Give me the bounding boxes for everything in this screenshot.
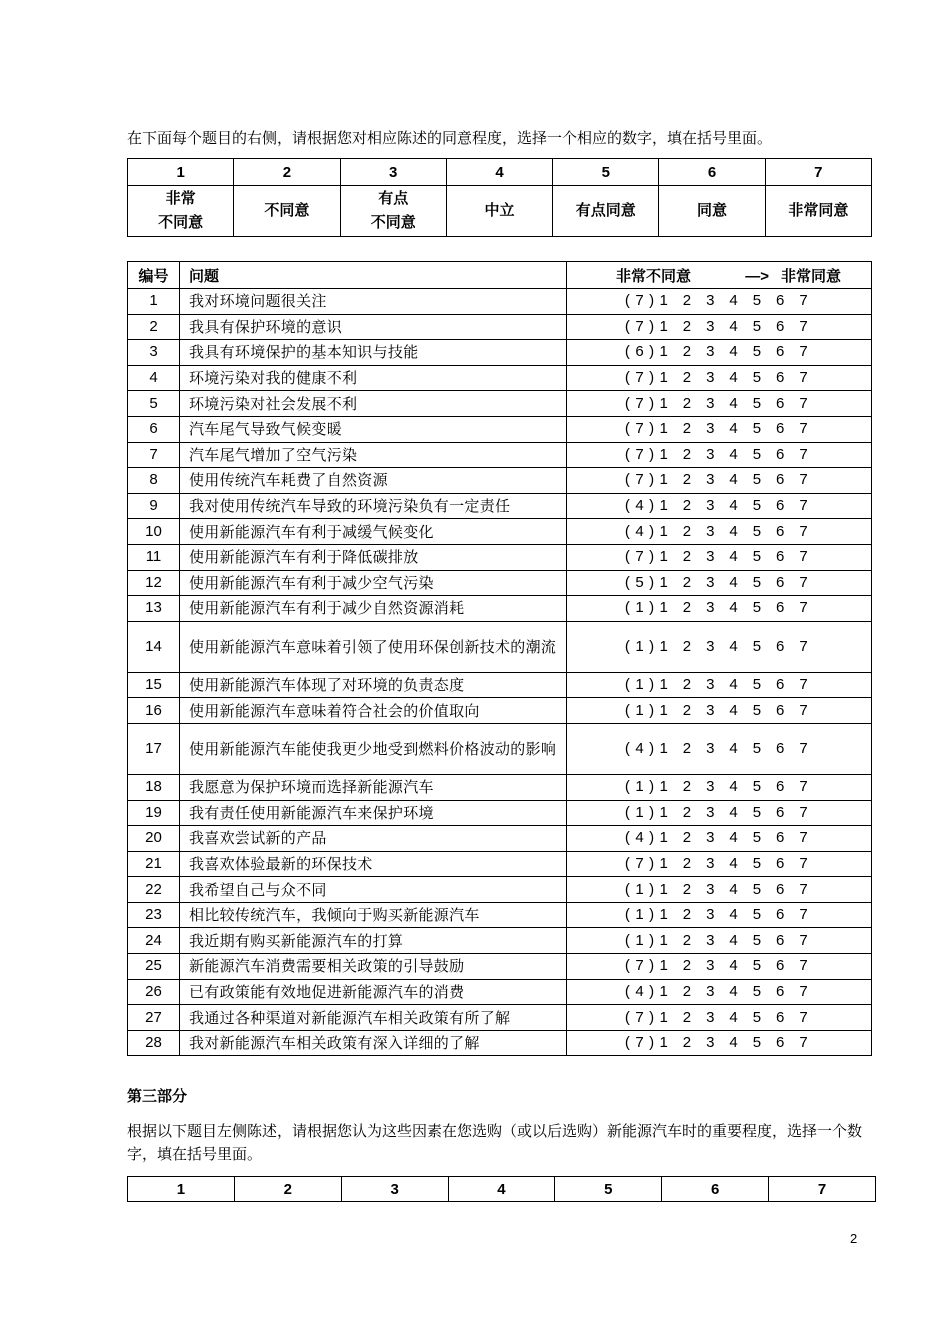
- answer-options: 1 2 3 4 5 6 7: [659, 1008, 814, 1026]
- question-number: 22: [128, 877, 180, 903]
- question-text: 使用新能源汽车能使我更少地受到燃料价格波动的影响: [180, 723, 567, 774]
- table-row: [128, 365, 872, 391]
- question-number: 24: [128, 928, 180, 954]
- question-number: 6: [128, 416, 180, 442]
- scale-label: [659, 186, 765, 237]
- header-scale: [567, 262, 872, 289]
- scale-label-row: [128, 186, 872, 237]
- question-number: 2: [128, 314, 180, 340]
- answer-options: 1 2 3 4 5 6 7: [659, 854, 814, 872]
- table-row: [128, 570, 872, 596]
- answer-cell: (1)1 2 3 4 5 6 7: [567, 800, 872, 826]
- question-text: 已有政策能有效地促进新能源汽车的消费: [180, 979, 567, 1005]
- answer-cell: (4)1 2 3 4 5 6 7: [567, 519, 872, 545]
- selected-answer: 7: [635, 957, 650, 975]
- answer-cell: (1)1 2 3 4 5 6 7: [567, 877, 872, 903]
- answer-options: 1 2 3 4 5 6 7: [659, 739, 814, 757]
- question-number: 28: [128, 1030, 180, 1056]
- question-number: 16: [128, 698, 180, 724]
- table-row: [128, 289, 872, 315]
- answer-options: 1 2 3 4 5 6 7: [659, 803, 814, 821]
- answer-cell: (1)1 2 3 4 5 6 7: [567, 621, 872, 672]
- question-number: 8: [128, 468, 180, 494]
- answer-options: 1 2 3 4 5 6 7: [659, 906, 814, 924]
- importance-number: 3: [341, 1177, 448, 1202]
- selected-answer: 7: [635, 292, 650, 310]
- answer-options: 1 2 3 4 5 6 7: [659, 701, 814, 719]
- scale-number: 3: [340, 159, 446, 186]
- answer-cell: (7)1 2 3 4 5 6 7: [567, 391, 872, 417]
- answer-options: 1 2 3 4 5 6 7: [659, 292, 814, 310]
- answer-options: 1 2 3 4 5 6 7: [659, 394, 814, 412]
- scale-number: 4: [446, 159, 552, 186]
- question-number: 4: [128, 365, 180, 391]
- answer-options: 1 2 3 4 5 6 7: [659, 471, 814, 489]
- question-text: 我喜欢尝试新的产品: [180, 826, 567, 852]
- selected-answer: 4: [635, 829, 650, 847]
- answer-options: 1 2 3 4 5 6 7: [659, 676, 814, 694]
- importance-number: 1: [128, 1177, 235, 1202]
- table-row: [128, 340, 872, 366]
- answer-options: 1 2 3 4 5 6 7: [659, 522, 814, 540]
- section-title: 第三部分: [127, 1088, 188, 1105]
- selected-answer: 7: [635, 471, 650, 489]
- selected-answer: 7: [635, 317, 650, 335]
- question-number: 14: [128, 621, 180, 672]
- table-row: [128, 800, 872, 826]
- answer-options: 1 2 3 4 5 6 7: [659, 369, 814, 387]
- answer-options: 1 2 3 4 5 6 7: [659, 420, 814, 438]
- question-text: 使用新能源汽车有利于减少空气污染: [180, 570, 567, 596]
- question-text: 汽车尾气导致气候变暖: [180, 416, 567, 442]
- table-row: [128, 954, 872, 980]
- answer-cell: (7)1 2 3 4 5 6 7: [567, 365, 872, 391]
- table-row: [128, 621, 872, 672]
- importance-number: 5: [555, 1177, 662, 1202]
- question-number: 20: [128, 826, 180, 852]
- question-number: 13: [128, 596, 180, 622]
- answer-cell: (1)1 2 3 4 5 6 7: [567, 928, 872, 954]
- question-text: 我近期有购买新能源汽车的打算: [180, 928, 567, 954]
- importance-scale-table: [127, 1176, 876, 1202]
- question-text: 环境污染对我的健康不利: [180, 365, 567, 391]
- importance-number: 6: [662, 1177, 769, 1202]
- question-number: 23: [128, 902, 180, 928]
- question-number: 27: [128, 1005, 180, 1031]
- selected-answer: 4: [635, 497, 650, 515]
- importance-number: 7: [769, 1177, 876, 1202]
- question-text: 我愿意为保护环境而选择新能源汽车: [180, 774, 567, 800]
- selected-answer: 4: [635, 982, 650, 1000]
- table-row: [128, 442, 872, 468]
- table-row: [128, 493, 872, 519]
- selected-answer: 1: [635, 599, 650, 617]
- table-row: [128, 1005, 872, 1031]
- scale-label-line: 有点: [378, 190, 409, 207]
- question-number: 11: [128, 544, 180, 570]
- answer-cell: (7)1 2 3 4 5 6 7: [567, 544, 872, 570]
- answer-cell: (1)1 2 3 4 5 6 7: [567, 596, 872, 622]
- agreement-scale-table: [127, 158, 872, 237]
- table-row: [128, 1030, 872, 1056]
- header-scale-left: 非常不同意: [616, 267, 692, 285]
- answer-cell: (4)1 2 3 4 5 6 7: [567, 979, 872, 1005]
- header-question: 问题: [180, 262, 567, 289]
- scale-number: 6: [659, 159, 765, 186]
- answer-cell: (7)1 2 3 4 5 6 7: [567, 468, 872, 494]
- answer-cell: (7)1 2 3 4 5 6 7: [567, 314, 872, 340]
- question-text: 我有责任使用新能源汽车来保护环境: [180, 800, 567, 826]
- answer-cell: (6)1 2 3 4 5 6 7: [567, 340, 872, 366]
- question-number: 25: [128, 954, 180, 980]
- table-row: [128, 544, 872, 570]
- selected-answer: 7: [635, 445, 650, 463]
- question-text: 汽车尾气增加了空气污染: [180, 442, 567, 468]
- question-text: 环境污染对社会发展不利: [180, 391, 567, 417]
- selected-answer: 1: [635, 778, 650, 796]
- question-text: 我喜欢体验最新的环保技术: [180, 851, 567, 877]
- header-arrow: —>: [745, 267, 770, 285]
- header-scale-right: 非常同意: [781, 267, 842, 285]
- page-number: 2: [850, 1231, 858, 1246]
- importance-number: 4: [448, 1177, 555, 1202]
- question-number: 19: [128, 800, 180, 826]
- question-text: 使用新能源汽车有利于减缓气候变化: [180, 519, 567, 545]
- question-text: 我对使用传统汽车导致的环境污染负有一定责任: [180, 493, 567, 519]
- answer-options: 1 2 3 4 5 6 7: [659, 445, 814, 463]
- table-row: [128, 723, 872, 774]
- selected-answer: 7: [635, 1008, 650, 1026]
- scale-label-line: 不同意: [158, 214, 204, 231]
- scale-label: [446, 186, 552, 237]
- answer-options: 1 2 3 4 5 6 7: [659, 548, 814, 566]
- question-number: 26: [128, 979, 180, 1005]
- scale-number-row: [128, 159, 872, 186]
- answer-options: 1 2 3 4 5 6 7: [659, 599, 814, 617]
- selected-answer: 6: [635, 343, 650, 361]
- selected-answer: 7: [635, 394, 650, 412]
- scale-number: 1: [128, 159, 234, 186]
- question-number: 18: [128, 774, 180, 800]
- table-row: [128, 877, 872, 903]
- table-row: [128, 314, 872, 340]
- answer-options: 1 2 3 4 5 6 7: [659, 931, 814, 949]
- table-row: [128, 826, 872, 852]
- importance-number-row: [128, 1177, 876, 1202]
- answer-cell: (4)1 2 3 4 5 6 7: [567, 826, 872, 852]
- table-row: [128, 672, 872, 698]
- scale-label: [340, 186, 446, 237]
- answer-cell: (7)1 2 3 4 5 6 7: [567, 851, 872, 877]
- answer-cell: (7)1 2 3 4 5 6 7: [567, 1030, 872, 1056]
- answer-options: 1 2 3 4 5 6 7: [659, 343, 814, 361]
- question-text: 我希望自己与众不同: [180, 877, 567, 903]
- table-header-row: [128, 262, 872, 289]
- question-number: 1: [128, 289, 180, 315]
- selected-answer: 5: [635, 573, 650, 591]
- selected-answer: 1: [635, 637, 650, 655]
- selected-answer: 7: [635, 369, 650, 387]
- selected-answer: 1: [635, 906, 650, 924]
- question-rows: [128, 289, 872, 1056]
- answer-cell: (4)1 2 3 4 5 6 7: [567, 723, 872, 774]
- selected-answer: 1: [635, 803, 650, 821]
- table-row: [128, 468, 872, 494]
- question-text: 我对环境问题很关注: [180, 289, 567, 315]
- scale-label-line: 同意: [697, 202, 728, 219]
- table-row: [128, 979, 872, 1005]
- question-number: 12: [128, 570, 180, 596]
- scale-label: [128, 186, 234, 237]
- question-text: 相比较传统汽车，我倾向于购买新能源汽车: [180, 902, 567, 928]
- scale-label: [553, 186, 659, 237]
- answer-options: 1 2 3 4 5 6 7: [659, 573, 814, 591]
- answer-cell: (1)1 2 3 4 5 6 7: [567, 698, 872, 724]
- answer-options: 1 2 3 4 5 6 7: [659, 637, 814, 655]
- answer-cell: (7)1 2 3 4 5 6 7: [567, 416, 872, 442]
- scale-label: [765, 186, 871, 237]
- question-text: 我具有保护环境的意识: [180, 314, 567, 340]
- answer-cell: (7)1 2 3 4 5 6 7: [567, 442, 872, 468]
- question-text: 我对新能源汽车相关政策有深入详细的了解: [180, 1030, 567, 1056]
- question-number: 17: [128, 723, 180, 774]
- question-number: 3: [128, 340, 180, 366]
- table-row: [128, 774, 872, 800]
- scale-label-line: 中立: [484, 202, 515, 219]
- question-number: 5: [128, 391, 180, 417]
- selected-answer: 7: [635, 854, 650, 872]
- section-instructions: 根据以下题目左侧陈述，请根据您认为这些因素在您选购（或以后选购）新能源汽车时的重要程度，选择一个数字，填在括号里面。: [127, 1122, 863, 1163]
- table-row: [128, 596, 872, 622]
- answer-cell: (7)1 2 3 4 5 6 7: [567, 289, 872, 315]
- selected-answer: 1: [635, 931, 650, 949]
- selected-answer: 1: [635, 701, 650, 719]
- answer-options: 1 2 3 4 5 6 7: [659, 1034, 814, 1052]
- header-number: 编号: [128, 262, 180, 289]
- question-text: 使用新能源汽车意味着符合社会的价值取向: [180, 698, 567, 724]
- answer-cell: (7)1 2 3 4 5 6 7: [567, 1005, 872, 1031]
- answer-cell: (1)1 2 3 4 5 6 7: [567, 672, 872, 698]
- question-text: 使用传统汽车耗费了自然资源: [180, 468, 567, 494]
- questionnaire-table: [127, 261, 872, 1056]
- table-row: [128, 391, 872, 417]
- question-number: 7: [128, 442, 180, 468]
- selected-answer: 1: [635, 880, 650, 898]
- selected-answer: 7: [635, 548, 650, 566]
- answer-options: 1 2 3 4 5 6 7: [659, 880, 814, 898]
- question-number: 21: [128, 851, 180, 877]
- answer-cell: (1)1 2 3 4 5 6 7: [567, 774, 872, 800]
- table-row: [128, 519, 872, 545]
- answer-cell: (7)1 2 3 4 5 6 7: [567, 954, 872, 980]
- scale-number: 2: [234, 159, 340, 186]
- question-number: 15: [128, 672, 180, 698]
- scale-label-line: 不同意: [264, 202, 310, 219]
- selected-answer: 7: [635, 420, 650, 438]
- question-text: 我通过各种渠道对新能源汽车相关政策有所了解: [180, 1005, 567, 1031]
- selected-answer: 4: [635, 739, 650, 757]
- answer-cell: (5)1 2 3 4 5 6 7: [567, 570, 872, 596]
- scale-label-line: 不同意: [370, 214, 416, 231]
- selected-answer: 4: [635, 522, 650, 540]
- question-text: 新能源汽车消费需要相关政策的引导鼓励: [180, 954, 567, 980]
- selected-answer: 7: [635, 1034, 650, 1052]
- answer-options: 1 2 3 4 5 6 7: [659, 778, 814, 796]
- table-row: [128, 698, 872, 724]
- table-row: [128, 902, 872, 928]
- importance-number: 2: [234, 1177, 341, 1202]
- scale-number: 7: [765, 159, 871, 186]
- question-text: 使用新能源汽车体现了对环境的负责态度: [180, 672, 567, 698]
- scale-label-line: 非常同意: [788, 202, 849, 219]
- answer-options: 1 2 3 4 5 6 7: [659, 829, 814, 847]
- question-text: 我具有环境保护的基本知识与技能: [180, 340, 567, 366]
- answer-cell: (1)1 2 3 4 5 6 7: [567, 902, 872, 928]
- answer-options: 1 2 3 4 5 6 7: [659, 982, 814, 1000]
- table-row: [128, 416, 872, 442]
- scale-label-line: 有点同意: [575, 202, 636, 219]
- question-number: 9: [128, 493, 180, 519]
- scale-number: 5: [553, 159, 659, 186]
- question-text: 使用新能源汽车有利于减少自然资源消耗: [180, 596, 567, 622]
- answer-cell: (4)1 2 3 4 5 6 7: [567, 493, 872, 519]
- scale-label-line: 非常: [165, 190, 196, 207]
- answer-options: 1 2 3 4 5 6 7: [659, 317, 814, 335]
- instructions-text: 在下面每个题目的右侧，请根据您对相应陈述的同意程度，选择一个相应的数字，填在括号里面。: [127, 129, 773, 147]
- question-text: 使用新能源汽车意味着引领了使用环保创新技术的潮流: [180, 621, 567, 672]
- question-text: 使用新能源汽车有利于降低碳排放: [180, 544, 567, 570]
- selected-answer: 1: [635, 676, 650, 694]
- answer-options: 1 2 3 4 5 6 7: [659, 497, 814, 515]
- table-row: [128, 928, 872, 954]
- question-number: 10: [128, 519, 180, 545]
- table-row: [128, 851, 872, 877]
- answer-options: 1 2 3 4 5 6 7: [659, 957, 814, 975]
- scale-label: [234, 186, 340, 237]
